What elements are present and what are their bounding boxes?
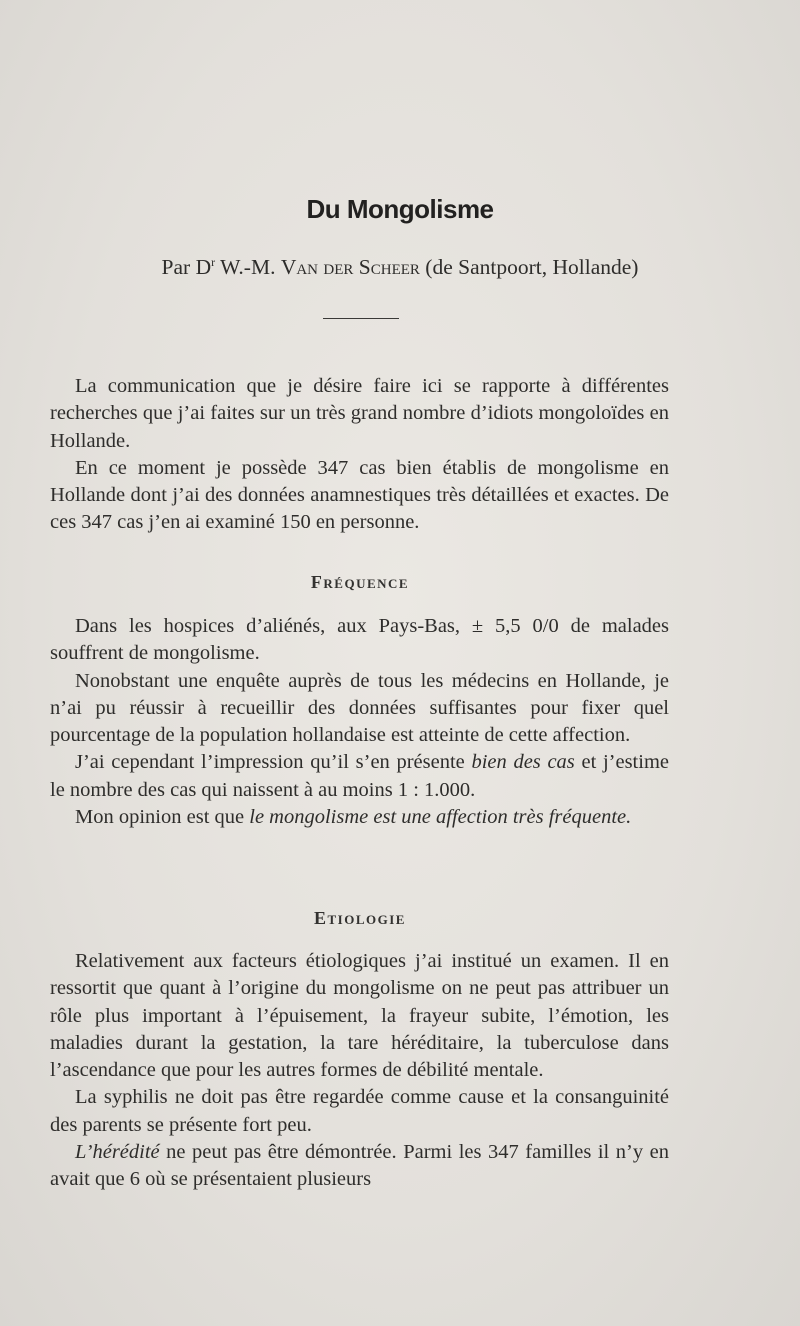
article-title: Du Mongolisme	[306, 194, 494, 224]
byline-surname: Van der Scheer	[280, 255, 420, 279]
etiologie-p3-emphasis: L’hérédité	[75, 1141, 160, 1164]
etiologie-paragraph-3	[50, 1139, 669, 1194]
etiologie-p3-text: ne peut pas être démontrée. Parmi les 347 familles il n’y en avait que 6 où se présentaient plusieurs	[50, 1141, 669, 1191]
frequence-paragraph-2: Nonobstant une enquête auprès de tous les médecins en Hollande, je n’ai pu réussir à recueillir des données suffisantes pour fixer quel pourcentage de la population hollandaise est atteinte de cette affection.	[50, 669, 669, 747]
intro-paragraph-1: La communication que je désire faire ici se rapporte à différentes recherches que j’ai faites sur un très grand nombre d’idiots mongoloïdes en Hollande.	[50, 375, 669, 452]
byline-affiliation: (de Santpoort, Hollande)	[419, 255, 639, 279]
intro-paragraph-2: En ce moment je possède 347 cas bien établis de mongolisme en Hollande dont j’ai des données anamnestiques très détaillées et exactes. De ces 347 cas j’en ai examiné 150 en personne.	[50, 456, 669, 534]
frequence-section	[50, 613, 669, 831]
etiologie-paragraph-2: La syphilis ne doit pas être regardée comme cause et la consanguinité des parents se présente fort peu.	[50, 1086, 669, 1136]
article-byline	[0, 255, 800, 280]
etiologie-section	[50, 948, 669, 1194]
frequence-p3-text-b: et j’estime le nombre des cas qui naissent à au moins 1 : 1.000.	[50, 751, 669, 801]
section-heading-frequence: Fréquence	[310, 572, 410, 592]
byline-prefix: Par D	[161, 255, 212, 279]
frequence-paragraph-3	[50, 749, 669, 804]
frequence-paragraph-1: Dans les hospices d’aliénés, aux Pays-Bas, ± 5,5 0/0 de malades souffrent de mongolisme.	[50, 615, 669, 665]
byline-initials: W.-M.	[215, 255, 281, 279]
frequence-p4-emphasis: le mongolisme est une affection très fréquente.	[249, 806, 632, 829]
etiologie-paragraph-1: Relativement aux facteurs étiologiques j’ai institué un examen. Il en ressortit que quant à l’origine du mongolisme on ne peut pas attribuer un rôle plus important à l’épuisement, la frayeur subite, l’émotion, les maladies durant la gestation, la tare héréditaire, la tuberculose dans l’ascendance que pour les autres formes de débilité mentale.	[50, 950, 669, 1082]
frequence-p4-text-a: Mon opinion est que	[75, 806, 250, 829]
title-divider	[323, 318, 399, 319]
frequence-p3-emphasis: bien des cas	[471, 751, 575, 774]
byline-superscript: r	[211, 254, 216, 269]
intro-section	[50, 373, 669, 537]
frequence-p3-text-a: J’ai cependant l’impression qu’il s’en présente	[75, 751, 472, 774]
section-heading-etiologie: Etiologie	[314, 908, 406, 928]
frequence-paragraph-4	[50, 804, 669, 831]
